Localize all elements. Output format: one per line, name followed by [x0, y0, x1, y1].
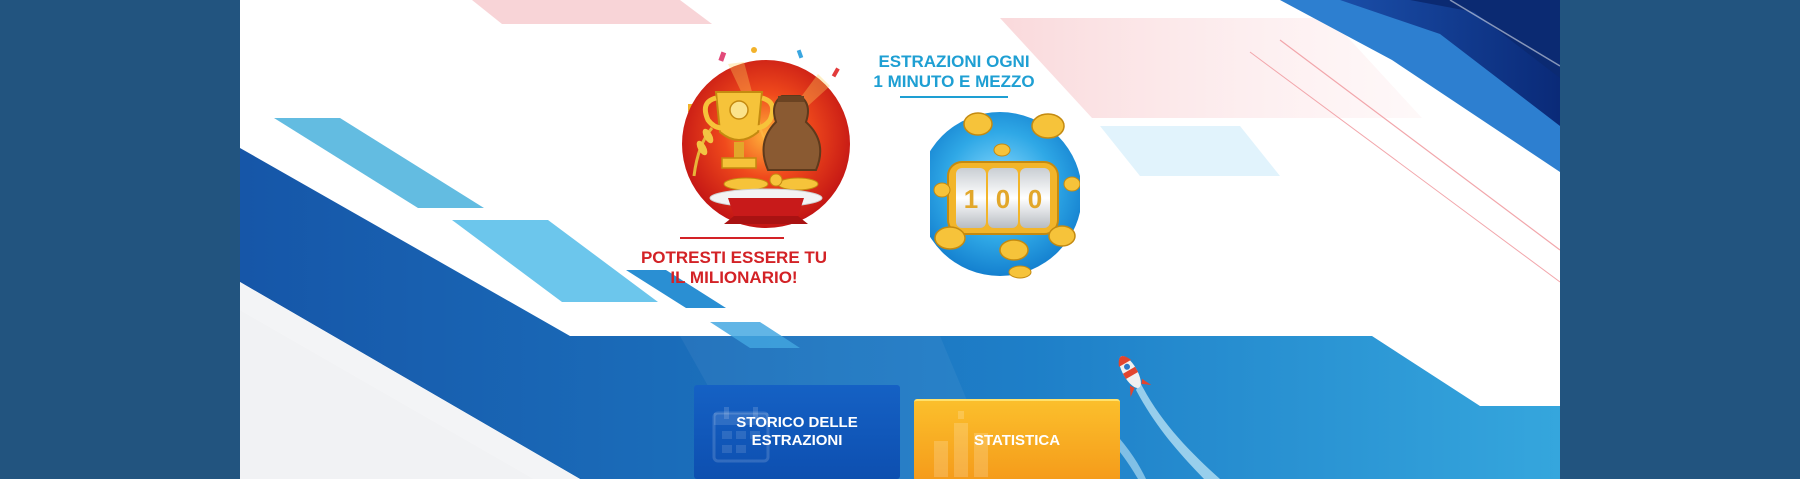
draws-divider	[900, 96, 1008, 98]
history-button[interactable]	[694, 385, 900, 479]
stats-button[interactable]	[914, 399, 1120, 479]
millionaire-headline-line2: IL MILIONARIO!	[670, 268, 798, 287]
stats-button-label: STATISTICA	[973, 432, 1061, 449]
history-button-label: STORICO DELLE ESTRAZIONI	[736, 414, 858, 449]
millionaire-headline-line1: POTRESTI ESSERE TU	[640, 248, 828, 267]
trophy-money-bag-icon	[658, 44, 858, 230]
reel-symbol-3: 0	[1027, 184, 1043, 214]
reel-symbol-1: 1	[963, 184, 979, 214]
millionaire-divider	[680, 237, 784, 239]
draws-headline-line1: ESTRAZIONI OGNI	[878, 52, 1030, 71]
reel-symbol-2: 0	[995, 184, 1011, 214]
draws-headline-line2: 1 MINUTO E MEZZO	[873, 72, 1035, 91]
promo-banner	[240, 0, 1560, 479]
slot-machine-coins-icon	[930, 104, 1080, 280]
